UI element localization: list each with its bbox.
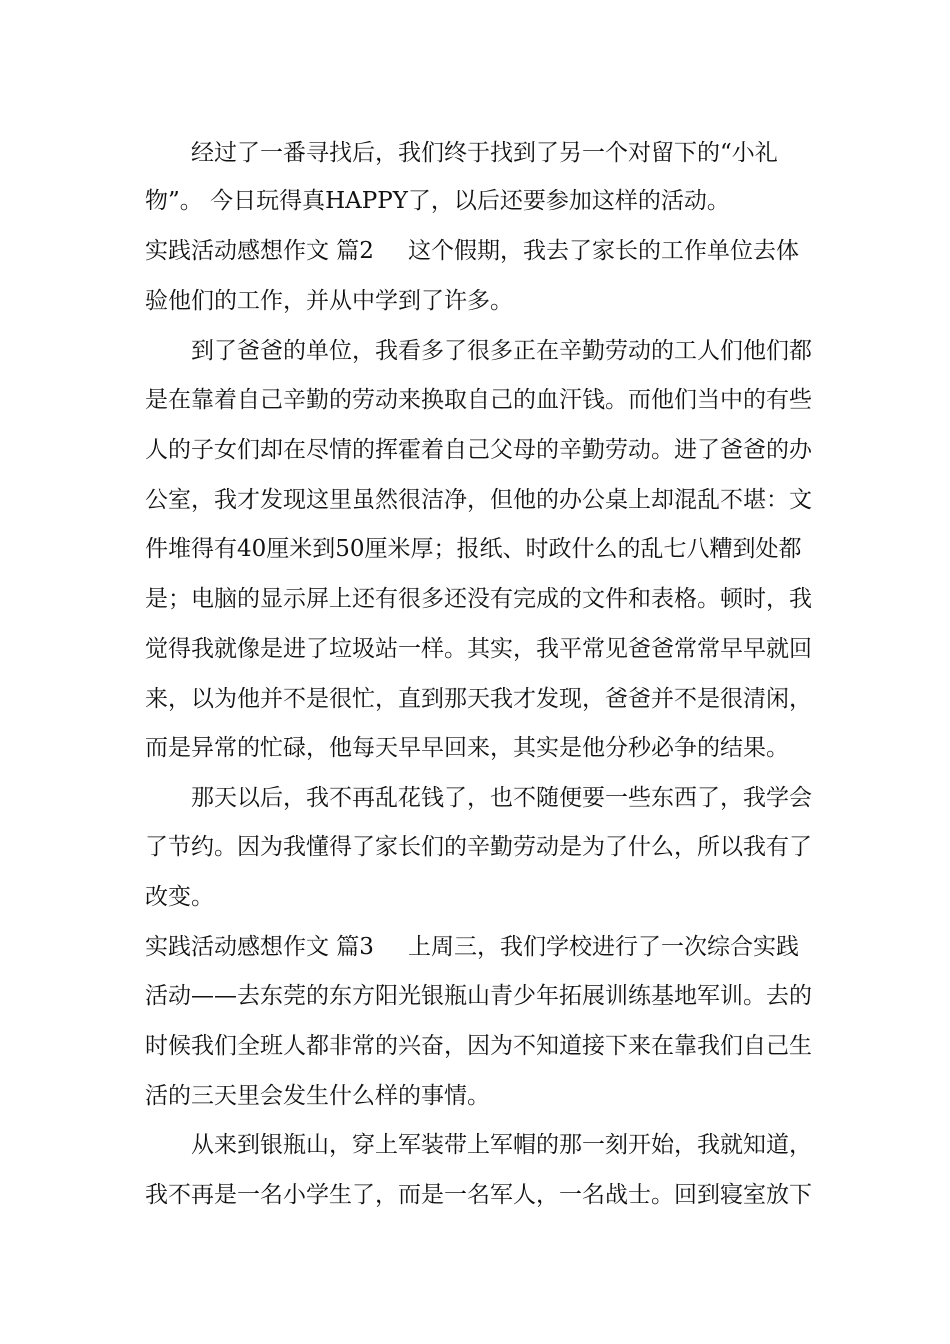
section-heading-3 bbox=[145, 932, 799, 962]
section-title: 实践活动感想作文 篇3 bbox=[145, 934, 374, 960]
paragraph-line: 来，以为他并不是很忙，直到那天我才发现，爸爸并不是很清闲， bbox=[145, 686, 812, 712]
paragraph-line: 从来到银瓶山，穿上军装带上军帽的那一刻开始，我就知道， bbox=[191, 1132, 812, 1158]
paragraph-line: 是在靠着自己辛勤的劳动来换取自己的血汗钱。而他们当中的有些 bbox=[145, 387, 812, 413]
paragraph-line: 物”。 今日玩得真HAPPY了，以后还要参加这样的活动。 bbox=[145, 188, 730, 214]
paragraph-line: 人的子女们却在尽情的挥霍着自己父母的辛勤劳动。进了爸爸的办 bbox=[145, 437, 812, 463]
paragraph-line: 觉得我就像是进了垃圾站一样。其实，我平常见爸爸常常早早就回 bbox=[145, 636, 812, 662]
section-intro-text: 上周三，我们学校进行了一次综合实践 bbox=[407, 934, 799, 960]
paragraph-line: 经过了一番寻找后，我们终于找到了另一个对留下的“小礼 bbox=[191, 140, 778, 166]
paragraph-line: 而是异常的忙碌，他每天早早回来，其实是他分秒必争的结果。 bbox=[145, 735, 789, 761]
paragraph-line: 改变。 bbox=[145, 884, 214, 910]
section-title: 实践活动感想作文 篇2 bbox=[145, 238, 374, 264]
paragraph-line: 活的三天里会发生什么样的事情。 bbox=[145, 1083, 490, 1109]
paragraph-line: 了节约。因为我懂得了家长们的辛勤劳动是为了什么，所以我有了 bbox=[145, 834, 812, 860]
paragraph-line: 件堆得有40厘米到50厘米厚；报纸、时政什么的乱七八糟到处都 bbox=[145, 536, 802, 562]
paragraph-line: 到了爸爸的单位，我看多了很多正在辛勤劳动的工人们他们都 bbox=[191, 338, 812, 364]
paragraph-line: 我不再是一名小学生了，而是一名军人，一名战士。回到寝室放下 bbox=[145, 1182, 812, 1208]
paragraph-line: 那天以后，我不再乱花钱了，也不随便要一些东西了，我学会 bbox=[191, 785, 812, 811]
section-heading-2 bbox=[145, 236, 799, 266]
paragraph-line: 是；电脑的显示屏上还有很多还没有完成的文件和表格。顿时，我 bbox=[145, 586, 812, 612]
paragraph-line: 公室，我才发现这里虽然很洁净，但他的办公桌上却混乱不堪：文 bbox=[145, 487, 812, 513]
section-intro-text: 这个假期，我去了家长的工作单位去体 bbox=[407, 238, 799, 264]
paragraph-line: 时候我们全班人都非常的兴奋，因为不知道接下来在靠我们自己生 bbox=[145, 1033, 812, 1059]
paragraph-line: 验他们的工作，并从中学到了许多。 bbox=[145, 288, 513, 314]
paragraph-line: 活动——去东莞的东方阳光银瓶山青少年拓展训练基地军训。去的 bbox=[145, 983, 812, 1009]
